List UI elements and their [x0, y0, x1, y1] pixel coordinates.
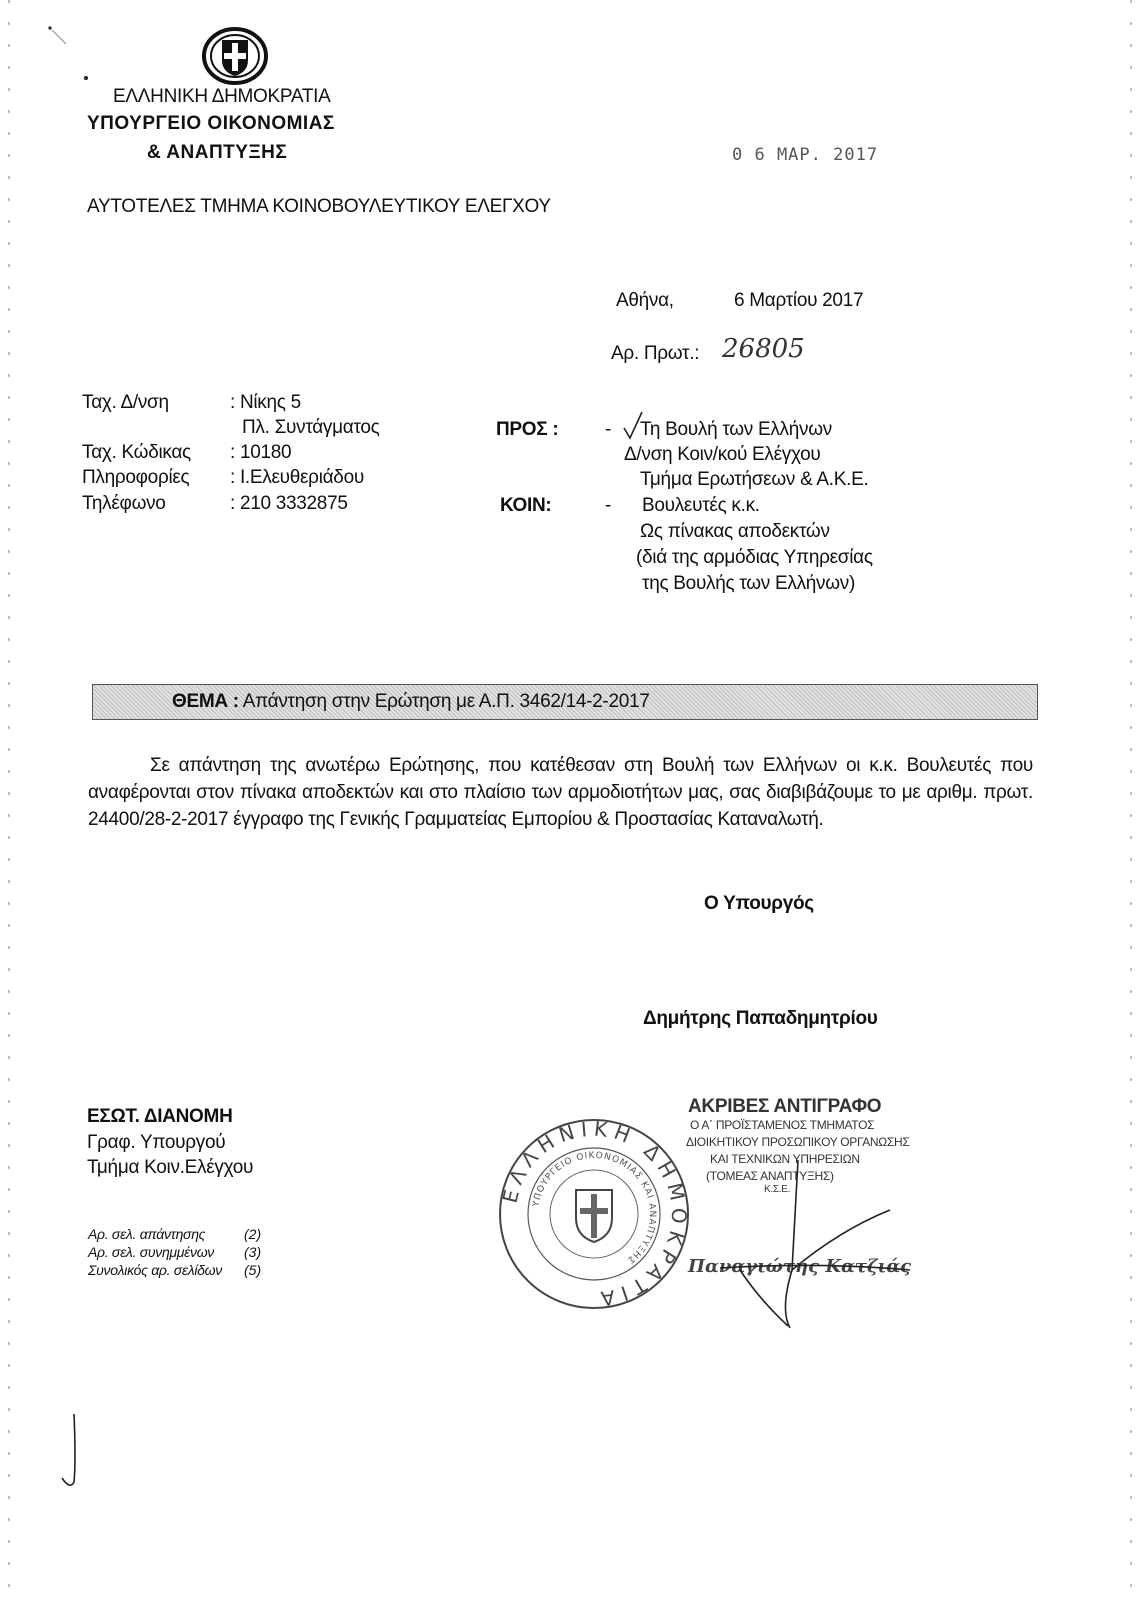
address-value-2: Πλ. Συντάγματος: [242, 417, 380, 438]
svg-text:ΥΠΟΥΡΓΕΙΟ ΟΙΚΟΝΟΜΙΑΣ ΚΑΙ ΑΝΑΠΤ: ΥΠΟΥΡΓΕΙΟ ΟΙΚΟΝΟΜΙΑΣ ΚΑΙ ΑΝΑΠΤΥΞΗΣ: [531, 1150, 658, 1266]
scan-dot-icon: [82, 74, 92, 84]
subject: [172, 691, 650, 713]
page-count-value-3: (5): [244, 1262, 262, 1278]
cert-line-3: ΔΙΟΙΚΗΤΙΚΟΥ ΠΡΟΣΩΠΙΚΟΥ ΟΡΓΑΝΩΣΗΣ: [686, 1135, 910, 1149]
cc-dash: -: [605, 495, 612, 516]
protocol-number-handwritten: 26805: [722, 334, 805, 364]
address-label: Ταχ. Δ/νση: [82, 392, 169, 413]
phone-label: Τηλέφωνο: [82, 493, 166, 514]
postcode-value: : 10180: [230, 442, 292, 463]
scan-mark-icon: [44, 20, 74, 50]
page-count-value-2: (3): [244, 1244, 262, 1260]
subject-label: ΘΕΜΑ :: [172, 691, 239, 712]
info-label: Πληροφορίες: [82, 467, 190, 488]
cert-line-2: Ο Α΄ ΠΡΟΪΣΤΑΜΕΝΟΣ ΤΜΗΜΑΤΟΣ: [690, 1118, 875, 1132]
document-date: 6 Μαρτίου 2017: [734, 290, 864, 311]
scan-edge-left: [8, 0, 10, 1600]
ministry-title-2: & ΑΝΑΠΤΥΞΗΣ: [147, 142, 288, 163]
phone-value: : 210 3332875: [230, 493, 348, 514]
cc-line-2: Ως πίνακας αποδεκτών: [640, 521, 830, 542]
address-value: : Νίκης 5: [230, 392, 301, 413]
to-line-3: Τμήμα Ερωτήσεων & Α.Κ.Ε.: [640, 469, 869, 490]
cc-line-1: Βουλευτές κ.κ.: [642, 495, 760, 516]
body-paragraph: Σε απάντηση της ανωτέρω Ερώτησης, που κατέθεσαν στη Βουλή των Ελλήνων οι κ.κ. Βουλευτές που αναφέρονται στον πίνακα αποδεκτών και στο πλαίσιο των αρμοδιοτήτων μας, σας διαβιβάζουμε το με αριθμ. πρωτ. 24400/28-2-2017 έγγραφο της Γενικής Γραμματείας Εμπορίου & Προστασίας Καταναλωτή.: [88, 755, 1033, 830]
signature-title: Ο Υπουργός: [704, 893, 814, 914]
signature-name: Δημήτρης Παπαδημητρίου: [643, 1008, 878, 1029]
page-count-value-1: (2): [244, 1226, 262, 1242]
cc-line-3: (διά της αρμόδιας Υπηρεσίας: [636, 547, 873, 568]
official-seal-icon: [496, 1116, 692, 1312]
cert-line-6: Κ.Σ.Ε.: [764, 1184, 791, 1195]
body: [88, 752, 1033, 833]
handwritten-signature-icon: [680, 1150, 920, 1340]
department-title: ΑΥΤΟΤΕΛΕΣ ΤΜΗΜΑ ΚΟΙΝΟΒΟΥΛΕΥΤΙΚΟΥ ΕΛΕΓΧΟΥ: [87, 196, 551, 217]
cert-line-1: ΑΚΡΙΒΕΣ ΑΝΤΙΓΡΑΦΟ: [688, 1096, 882, 1117]
coat-of-arms-icon: [200, 26, 270, 86]
to-label: ΠΡΟΣ :: [496, 419, 559, 440]
to-dash: -: [605, 419, 612, 440]
page-count-label-3: Συνολικός αρ. σελίδων: [88, 1262, 222, 1278]
svg-text:ΕΛΛΗΝΙΚΗ ΔΗΜΟΚΡΑΤΙΑ: ΕΛΛΗΝΙΚΗ ΔΗΜΟΚΡΑΤΙΑ: [497, 1116, 692, 1312]
protocol-label: Αρ. Πρωτ.:: [611, 343, 700, 364]
to-line-1: Τη Βουλή των Ελλήνων: [640, 419, 832, 440]
subject-text: Απάντηση στην Ερώτηση με Α.Π. 3462/14-2-2017: [242, 691, 650, 712]
ministry-title-1: ΥΠΟΥΡΓΕΙΟ ΟΙΚΟΝΟΜΙΑΣ: [87, 113, 335, 134]
scan-edge-right: [1130, 0, 1132, 1600]
margin-pen-mark-icon: [56, 1412, 86, 1492]
cc-line-4: της Βουλής των Ελλήνων): [642, 573, 855, 594]
distribution-line-1: Γραφ. Υπουργού: [87, 1132, 226, 1153]
distribution-line-2: Τμήμα Κοιν.Ελέγχου: [87, 1157, 254, 1178]
page-count-label-1: Αρ. σελ. απάντησης: [88, 1226, 206, 1242]
to-line-2: Δ/νση Κοιν/κού Ελέγχου: [624, 444, 821, 465]
received-date-stamp: 0 6 ΜΑΡ. 2017: [732, 145, 879, 165]
republic-title: ΕΛΛΗΝΙΚΗ ΔΗΜΟΚΡΑΤΙΑ: [113, 86, 331, 107]
cert-line-4: ΚΑΙ ΤΕΧΝΙΚΩΝ ΥΠΗΡΕΣΙΩΝ: [710, 1152, 860, 1166]
postcode-label: Ταχ. Κώδικας: [82, 442, 191, 463]
cert-signer: Παναγιώτης Κατζιάς: [688, 1256, 912, 1277]
info-value: : Ι.Ελευθεριάδου: [230, 467, 364, 488]
place: Αθήνα,: [616, 290, 674, 311]
distribution-title: ΕΣΩΤ. ΔΙΑΝΟΜΗ: [87, 1106, 233, 1127]
page-count-label-2: Αρ. σελ. συνημμένων: [88, 1244, 215, 1260]
cert-line-5: (ΤΟΜΕΑΣ ΑΝΑΠΤΥΞΗΣ): [706, 1169, 834, 1183]
cc-label: ΚΟΙΝ:: [500, 495, 552, 516]
